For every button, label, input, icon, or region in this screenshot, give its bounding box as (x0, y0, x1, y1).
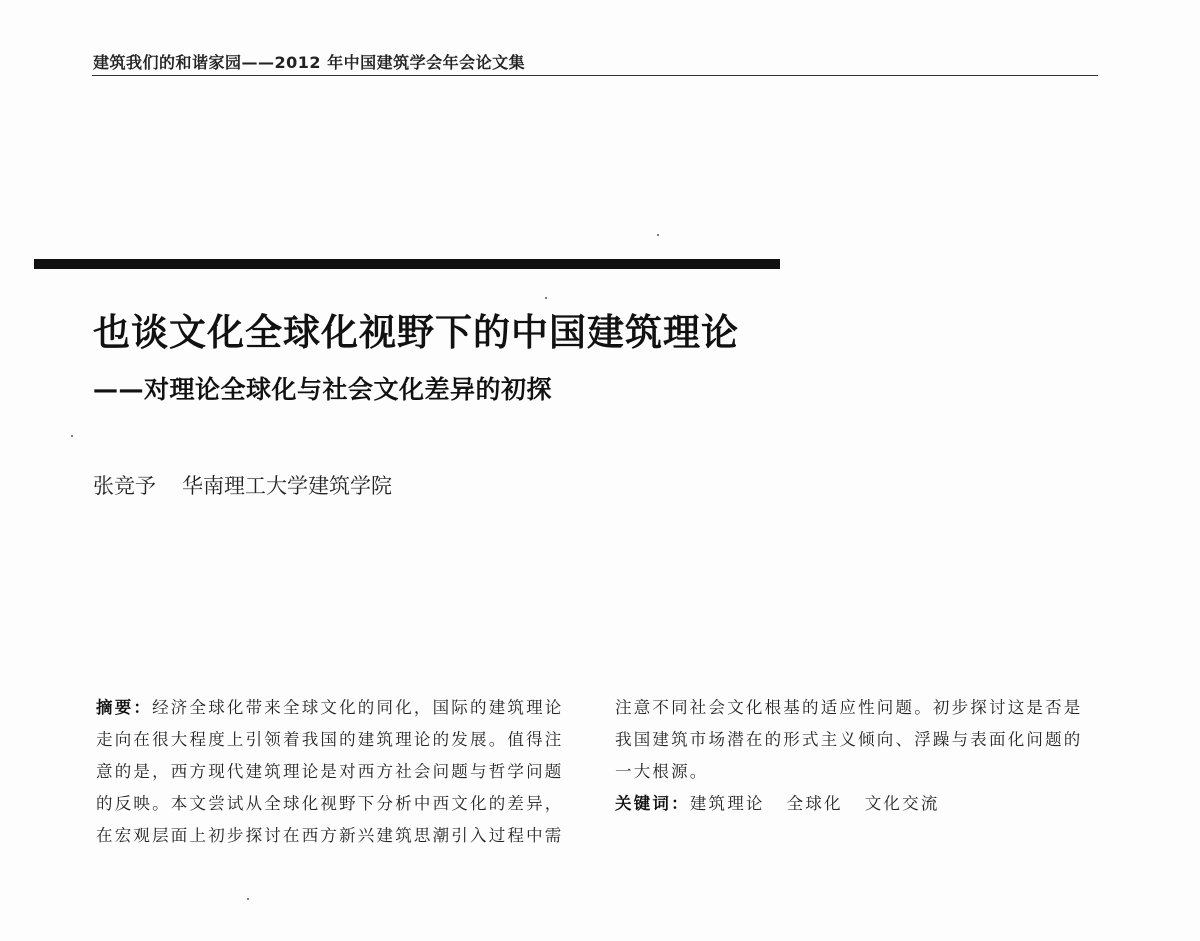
keywords-line (615, 788, 1107, 820)
abstract-line: 走向在很大程度上引领着我国的建筑理论的发展。值得注 (96, 730, 564, 749)
abstract-line: 意的是，西方现代建筑理论是对西方社会问题与哲学问题 (96, 762, 564, 781)
scan-speck (657, 234, 659, 236)
scan-speck (247, 898, 249, 900)
abstract-line: 我国建筑市场潜在的形式主义倾向、浮躁与表面化问题的 (615, 730, 1083, 749)
abstract-text: 经济全球化带来全球文化的同化，国际的建筑理论 (152, 698, 564, 717)
scan-speck (545, 297, 547, 299)
abstract-column-right (615, 692, 1107, 820)
keyword: 文化交流 (864, 794, 940, 813)
header-rule (92, 75, 1098, 76)
author-name: 张竞予 (93, 474, 156, 498)
article-title: 也谈文化全球化视野下的中国建筑理论 (93, 311, 739, 354)
keyword: 全球化 (786, 794, 843, 813)
abstract-line: 注意不同社会文化根基的适应性问题。初步探讨这是否是 (615, 698, 1083, 717)
author-line (93, 470, 392, 500)
running-header: 建筑我们的和谐家园——2012 年中国建筑学会年会论文集 (93, 53, 526, 72)
author-affiliation: 华南理工大学建筑学院 (182, 474, 392, 498)
abstract-line: 的反映。本文尝试从全球化视野下分析中西文化的差异， (96, 794, 564, 813)
abstract-line: 在宏观层面上初步探讨在西方新兴建筑思潮引入过程中需 (96, 826, 564, 845)
keywords-label: 关键词： (615, 794, 690, 813)
abstract-line (96, 692, 588, 724)
abstract-label: 摘要： (96, 698, 153, 717)
abstract-column-left (96, 692, 588, 852)
abstract-line: 一大根源。 (615, 762, 709, 781)
title-bar (34, 259, 780, 269)
article-subtitle: ——对理论全球化与社会文化差异的初探 (93, 375, 553, 404)
scan-speck (71, 435, 73, 437)
keyword: 建筑理论 (689, 794, 765, 813)
